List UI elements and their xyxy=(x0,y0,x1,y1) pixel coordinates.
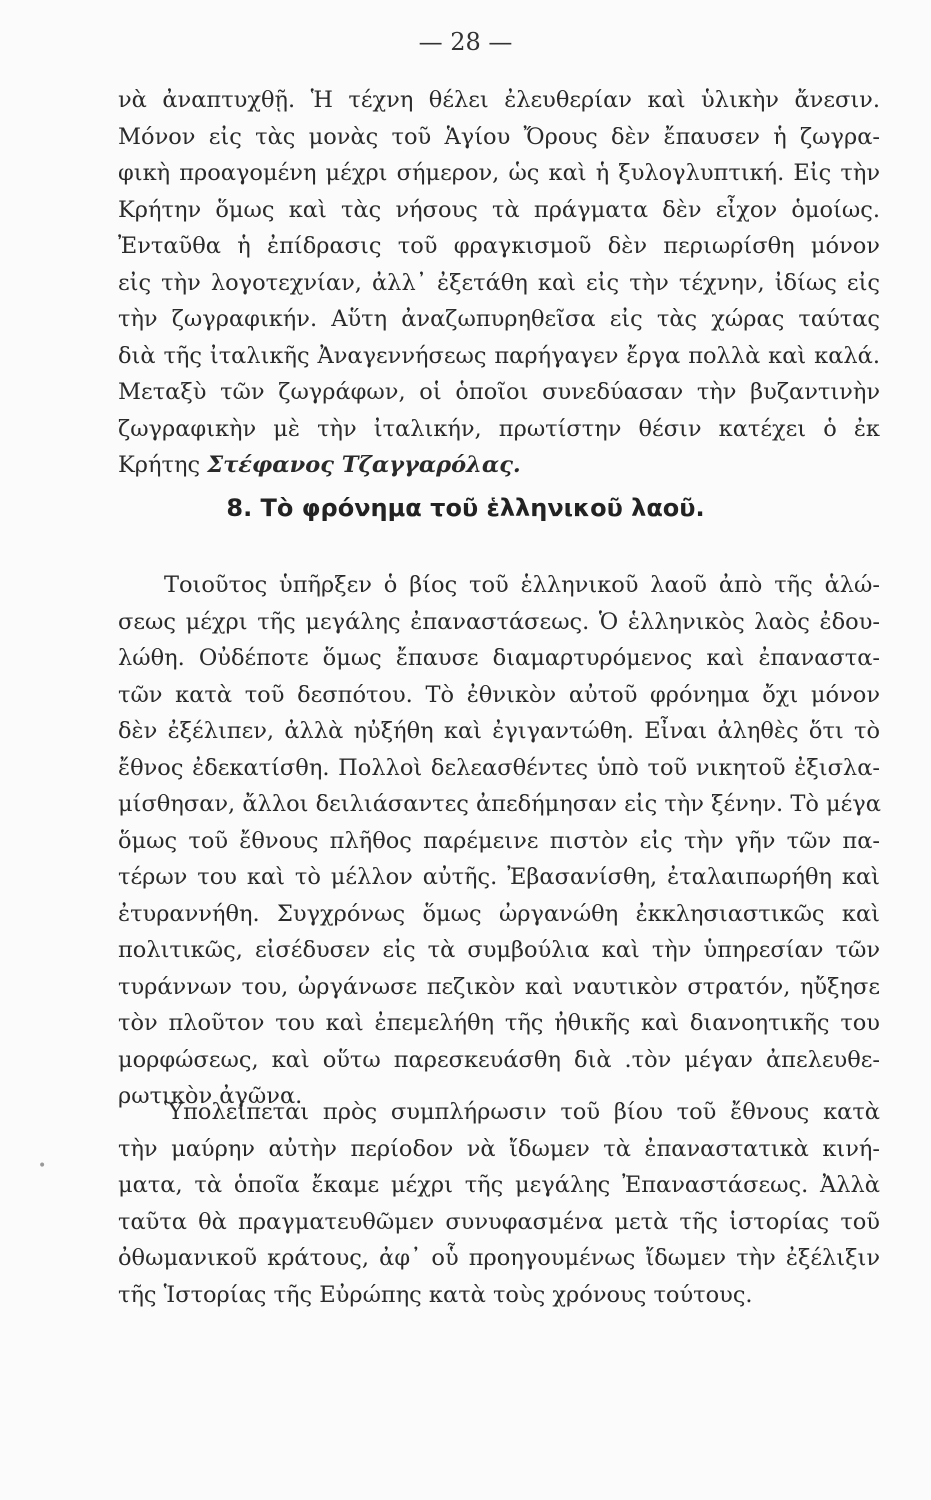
text-line: ματα, τὰ ὁποῖα ἔκαμε μέχρι τῆς μεγάλης Ἐπαναστάσεως. Ἀλλὰ xyxy=(118,1172,880,1198)
paragraph-1 xyxy=(118,82,880,484)
text-line: φικὴ προαγομένη μέχρι σήμερον, ὡς καὶ ἡ ξυλογλυπτική. Εἰς τὴν xyxy=(118,160,880,186)
text-line: ταῦτα θὰ πραγματευθῶμεν συνυφασμένα μετὰ τῆς ἱστορίας τοῦ xyxy=(118,1208,880,1235)
text-line: τέρων του καὶ τὸ μέλλον αὐτῆς. Ἐβασανίσθη, ἐταλαιπωρήθη καὶ xyxy=(118,864,880,890)
text-line: Κρήτην ὅμως καὶ τὰς νήσους τὰ πράγματα δὲν εἶχον ὁμοίως. xyxy=(118,196,880,223)
text-line: δὲν ἐξέλιπεν, ἀλλὰ ηὐξήθη καὶ ἐγιγαντώθη. Εἶναι ἀληθὲς ὅτι τὸ xyxy=(118,718,880,744)
text-line-last: τῆς Ἱστορίας τῆς Εὐρώπης κατὰ τοὺς χρόνους τούτους. xyxy=(118,1281,753,1308)
text-line: τυράννων του, ὠργάνωσε πεζικὸν καὶ ναυτικὸν στρατόν, ηὔξησε xyxy=(118,973,880,1000)
page-number: — 28 — xyxy=(418,28,513,56)
text-line: ὀθωμανικοῦ κράτους, ἀφ᾽ οὗ προηγουμένως ἴδωμεν τὴν ἐξέλιξιν xyxy=(118,1245,880,1271)
paragraph-2 xyxy=(118,567,880,1115)
text-line-last xyxy=(118,447,880,484)
text-line: τὴν μαύρην αὐτὴν περίοδον νὰ ἴδωμεν τὰ ἐπαναστατικὰ κινή- xyxy=(118,1135,880,1162)
paragraph-3 xyxy=(118,1094,880,1313)
text-line: Μεταξὺ τῶν ζωγράφων, οἱ ὁποῖοι συνεδύασαν τὴν βυζαντινὴν xyxy=(118,379,880,405)
text-line: τὴν ζωγραφικήν. Αὕτη ἀναζωπυρηθεῖσα εἰς τὰς χώρας ταύτας xyxy=(118,306,880,332)
text-line: ὅμως τοῦ ἔθνους πλῆθος παρέμεινε πιστὸν εἰς τὴν γῆν τῶν πα- xyxy=(118,827,880,854)
last-line-prefix: Κρήτης xyxy=(118,452,201,478)
text-line: διὰ τῆς ἰταλικῆς Ἀναγεννήσεως παρήγαγεν ἔργα πολλὰ καὶ καλά. xyxy=(118,342,880,369)
text-line: σεως μέχρι τῆς μεγάλης ἐπαναστάσεως. Ὁ ἑλληνικὸς λαὸς ἐδου- xyxy=(118,608,880,635)
text-line: Ἐνταῦθα ἡ ἐπίδρασις τοῦ φραγκισμοῦ δὲν περιωρίσθη μόνον xyxy=(118,233,880,259)
text-line: μορφώσεως, καὶ οὕτω παρεσκευάσθη διὰ .τὸν μέγαν ἀπελευθε- xyxy=(118,1046,880,1073)
text-line: πολιτικῶς, εἰσέδυσεν εἰς τὰ συμβούλια καὶ τὴν ὑπηρεσίαν τῶν xyxy=(118,937,880,963)
text-line: Τοιοῦτος ὑπῆρξεν ὁ βίος τοῦ ἑλληνικοῦ λαοῦ ἀπὸ τῆς ἁλώ- xyxy=(164,572,880,598)
text-line: νὰ ἀναπτυχθῇ. Ἡ τέχνη θέλει ἐλευθερίαν καὶ ὑλικὴν ἄνεσιν. xyxy=(118,87,880,113)
margin-mark: • xyxy=(38,1158,47,1174)
text-line: τῶν κατὰ τοῦ δεσπότου. Τὸ ἐθνικὸν αὐτοῦ φρόνημα ὄχι μόνον xyxy=(118,681,880,708)
text-line: ζωγραφικὴν μὲ τὴν ἰταλικήν, πρωτίστην θέσιν κατέχει ὁ ἐκ xyxy=(118,415,880,442)
text-line: τὸν πλοῦτον του καὶ ἐπεμελήθη τῆς ἠθικῆς καὶ διανοητικῆς του xyxy=(118,1010,880,1036)
text-line: ἔθνος ἐδεκατίσθη. Πολλοὶ δελεασθέντες ὑπὸ τοῦ νικητοῦ ἐξισλα- xyxy=(118,754,880,781)
text-line: Μόνον εἰς τὰς μονὰς τοῦ Ἁγίου Ὄρους δὲν ἔπαυσεν ἡ ζωγρα- xyxy=(118,123,880,150)
painter-name: Στέφανος Τζαγγαρόλας. xyxy=(207,452,521,478)
text-line: Ὑπολείπεται πρὸς συμπλήρωσιν τοῦ βίου τοῦ ἔθνους κατὰ xyxy=(164,1099,880,1125)
text-line: λώθη. Οὐδέποτε ὅμως ἔπαυσε διαμαρτυρόμενος καὶ ἐπαναστα- xyxy=(118,645,880,671)
text-line: εἰς τὴν λογοτεχνίαν, ἀλλ᾽ ἐξετάθη καὶ εἰς τὴν τέχνην, ἰδίως εἰς xyxy=(118,269,880,296)
text-line: μίσθησαν, ἄλλοι δειλιάσαντες ἀπεδήμησαν εἰς τὴν ξένην. Τὸ μέγα xyxy=(118,791,881,817)
section-heading: 8. Τὸ φρόνημα τοῦ ἑλληνικοῦ λαοῦ. xyxy=(226,494,705,522)
text-line: ἐτυραννήθη. Συγχρόνως ὅμως ὠργανώθη ἐκκλησιαστικῶς καὶ xyxy=(118,900,880,927)
text-line-last: ρωτικὸν ἀγῶνα. xyxy=(118,1083,303,1109)
